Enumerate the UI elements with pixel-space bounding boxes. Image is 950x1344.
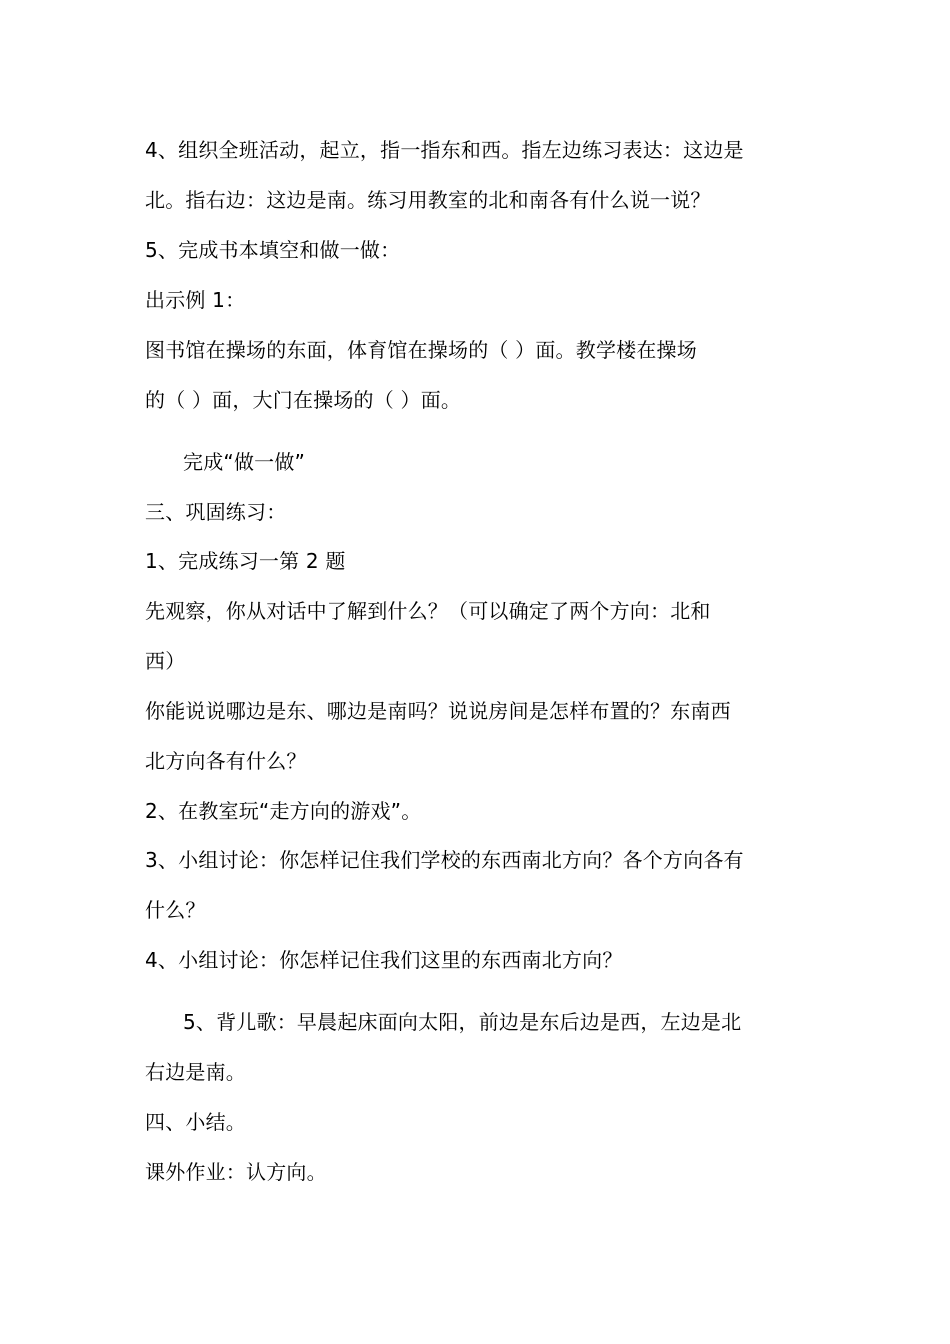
- text-line: 5、完成书本填空和做一做：: [145, 238, 401, 262]
- text-line: 四、小结。: [145, 1110, 246, 1134]
- text-line: 你能说说哪边是东、哪边是南吗？说说房间是怎样布置的？东南西: [145, 699, 731, 723]
- text-line: 图书馆在操场的东面，体育馆在操场的（ ）面。教学楼在操场: [145, 338, 697, 362]
- text-line: 西）: [145, 649, 186, 673]
- text-line: 课外作业：认方向。: [145, 1160, 327, 1184]
- text-line: 北。指右边：这边是南。练习用教室的北和南各有什么说一说？: [145, 188, 711, 212]
- text-line: 出示例 1：: [145, 288, 246, 312]
- text-line: 4、小组讨论：你怎样记住我们这里的东西南北方向？: [145, 948, 623, 972]
- text-line: 先观察，你从对话中了解到什么？（可以确定了两个方向：北和: [145, 599, 711, 623]
- text-line: 5、背儿歌：早晨起床面向太阳，前边是东后边是西，左边是北: [183, 1010, 742, 1034]
- text-line: 北方向各有什么？: [145, 749, 307, 773]
- text-line: 1、完成练习一第 2 题: [145, 549, 346, 573]
- text-line: 2、在教室玩“走方向的游戏”。: [145, 799, 422, 823]
- text-line: 3、小组讨论：你怎样记住我们学校的东西南北方向？各个方向各有: [145, 848, 744, 872]
- text-line: 什么？: [145, 898, 206, 922]
- text-line: 右边是南。: [145, 1060, 246, 1084]
- text-line: 三、巩固练习：: [145, 500, 287, 524]
- text-line: 的（ ）面，大门在操场的（ ）面。: [145, 388, 462, 412]
- text-line: 完成“做一做”: [183, 450, 306, 474]
- text-line: 4、组织全班活动，起立，指一指东和西。指左边练习表达：这边是: [145, 138, 744, 162]
